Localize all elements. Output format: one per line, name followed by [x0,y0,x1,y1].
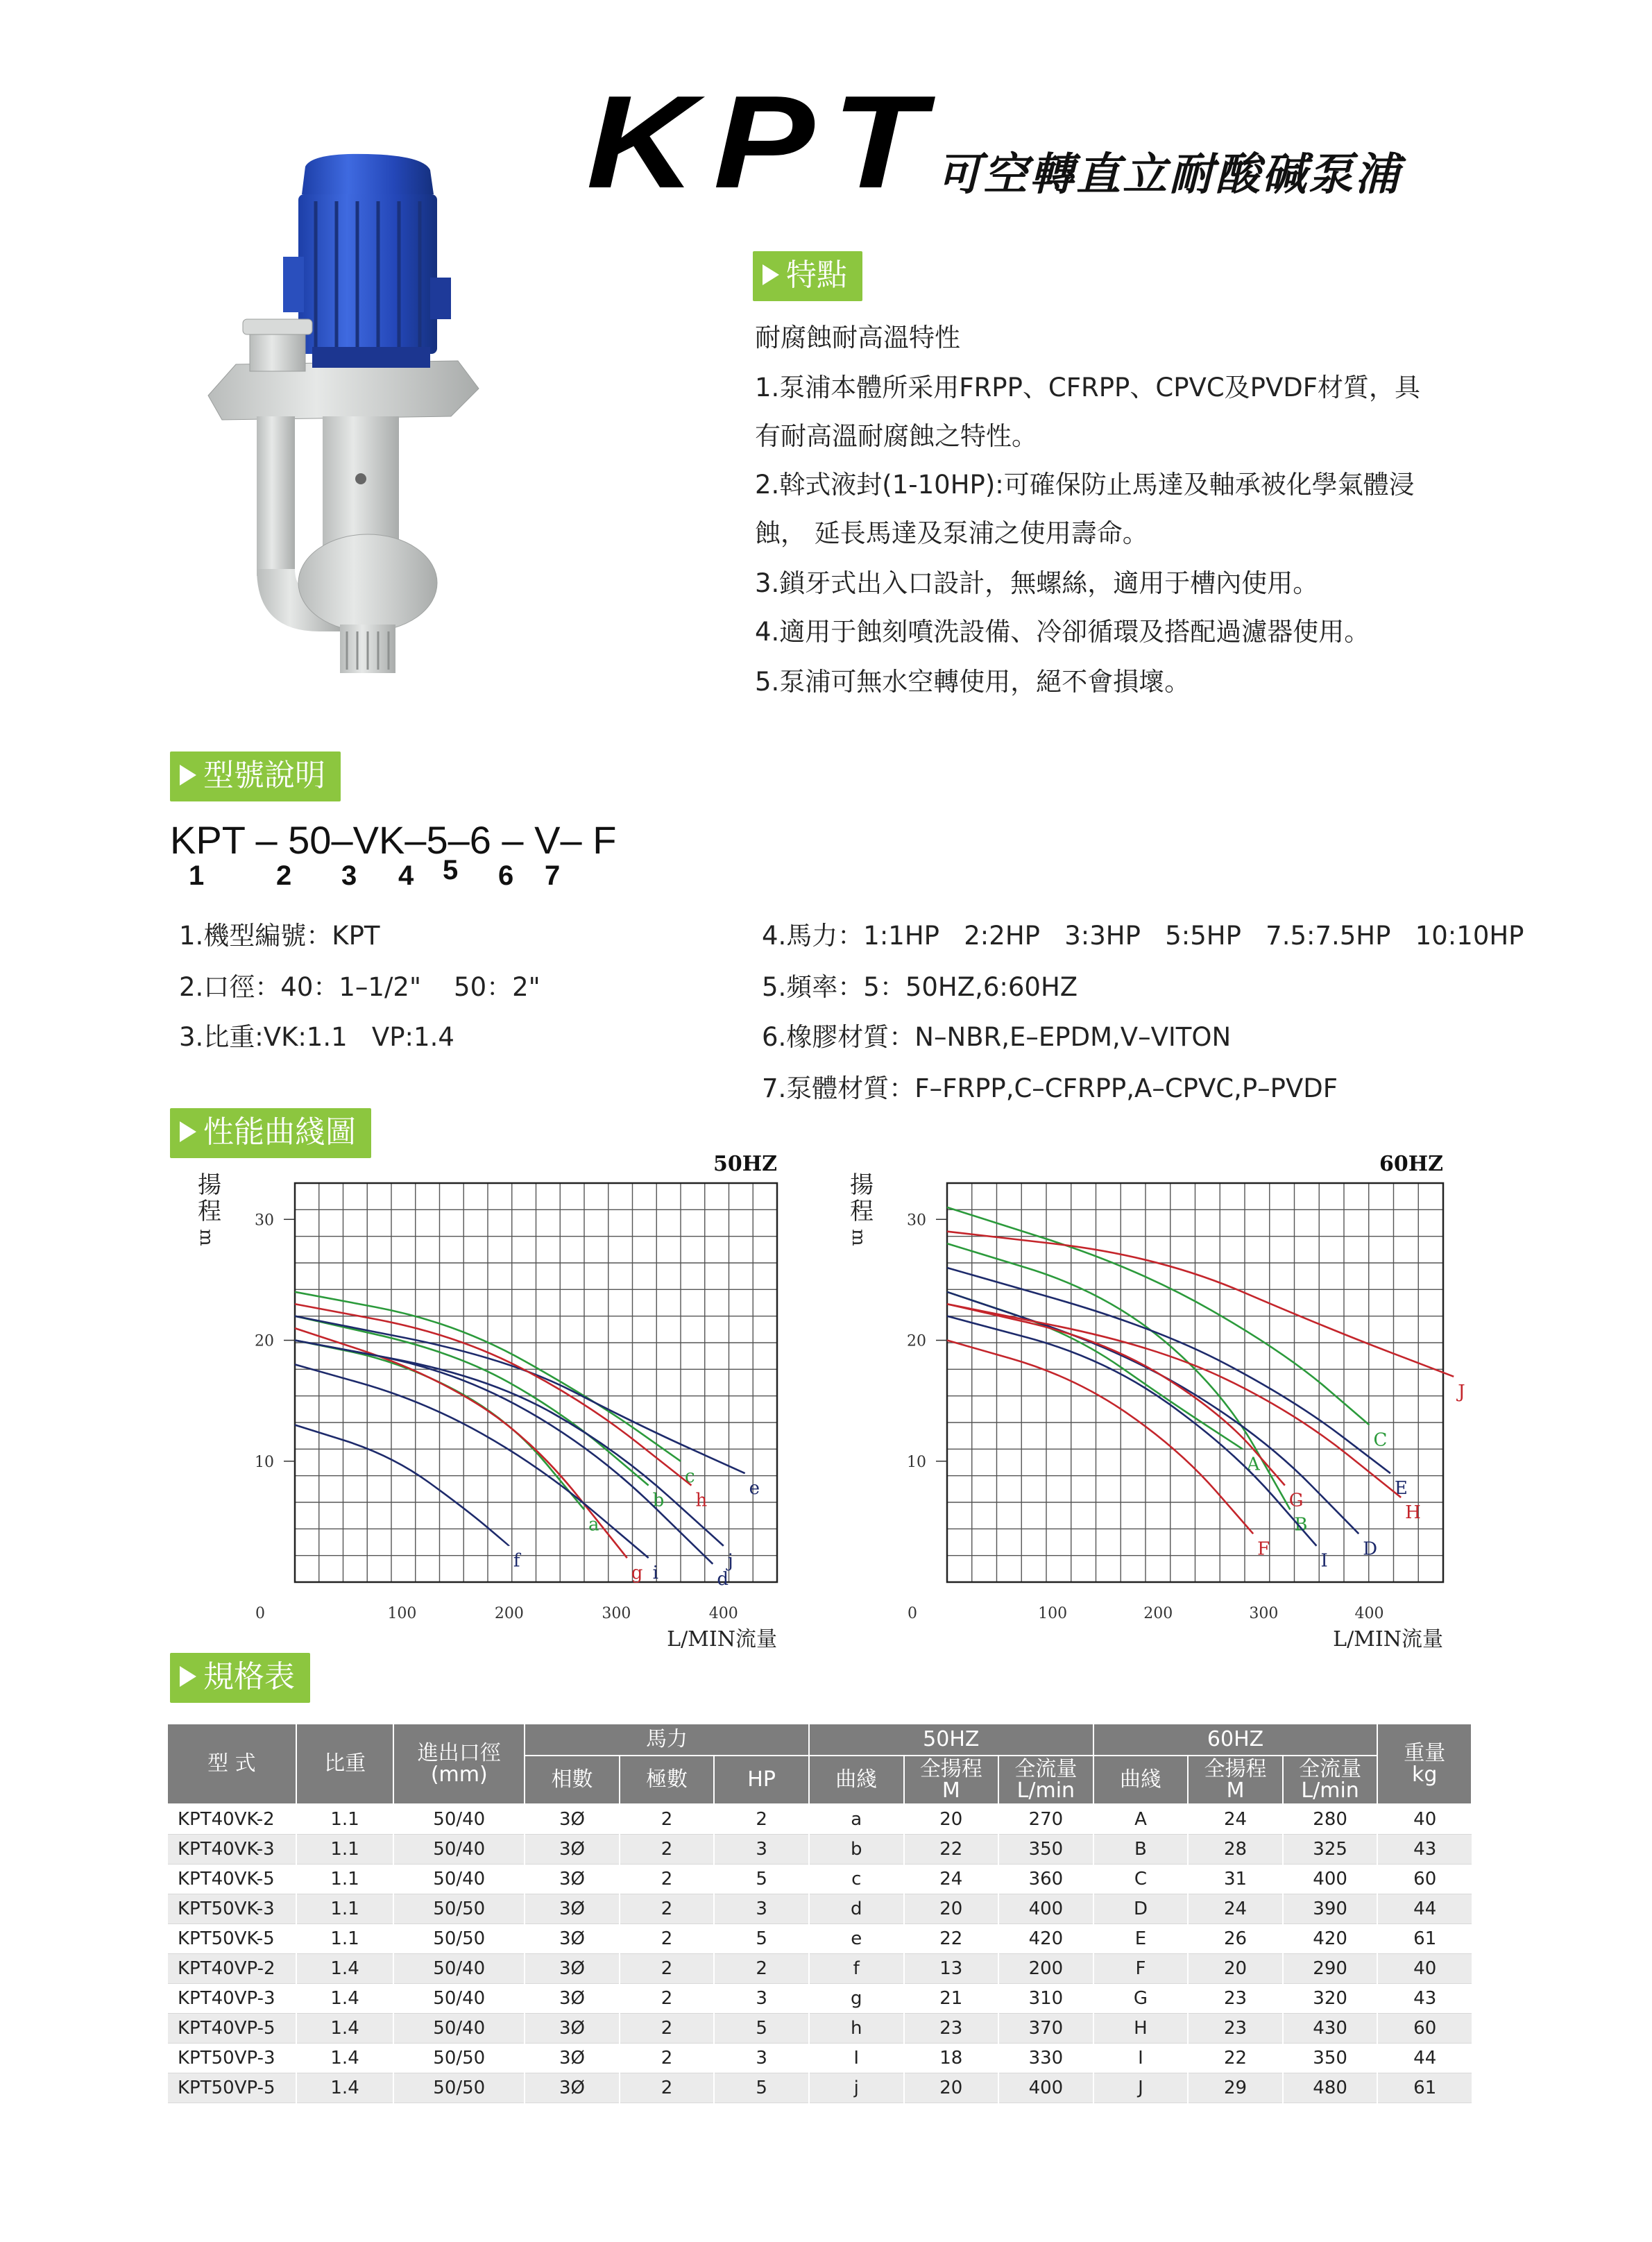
table-cell: 23 [1188,2014,1283,2044]
y-tick-label: 20 [907,1332,926,1350]
table-cell: 28 [1188,1835,1283,1865]
table-cell: 3Ø [525,2073,620,2103]
curve-label: h [695,1490,708,1511]
y-axis-label: 揚 [198,1171,221,1199]
table-cell: KPT50VK-3 [167,1894,296,1924]
feature-line: 蝕， 延長馬達及泵浦之使用壽命。 [755,518,1148,548]
table-cell: E [1093,1924,1189,1954]
table-cell: 3Ø [525,1894,620,1924]
table-cell: 2 [714,1954,809,1984]
model-code-index: 5 [443,855,459,885]
model-code-index: 3 [341,860,357,891]
table-row [167,2044,1472,2073]
x-axis-label: L/MIN流量 [667,1627,777,1651]
table-cell: 43 [1377,1835,1472,1865]
chart-60hz [846,1152,1471,1665]
table-cell: 3Ø [525,1865,620,1894]
table-cell: 44 [1377,1894,1472,1924]
model-spec: 3.比重:VK:1.1 VP:1.4 [179,1022,454,1052]
y-tick-label: 10 [907,1453,926,1471]
curve-e [295,1316,745,1474]
table-cell: e [809,1924,904,1954]
x-tick-label: 300 [1249,1605,1279,1622]
table-cell: 20 [1188,1954,1283,1984]
table-row [167,1804,1472,1835]
table-row [167,1835,1472,1865]
feature-line: 5.泵浦可無水空轉使用，絕不會損壞。 [755,667,1191,697]
x-axis-label: L/MIN流量 [1333,1627,1443,1651]
table-cell: 3Ø [525,1924,620,1954]
feature-line: 2.斡式液封(1-10HP):可確保防止馬達及軸承被化學氣體浸 [755,470,1415,500]
curve-label: b [652,1490,665,1511]
table-cell: 24 [1188,1804,1283,1835]
table-cell: h [809,2014,904,2044]
curve-E [947,1268,1390,1473]
table-cell: KPT50VP-5 [167,2073,296,2103]
table-cell: 50/40 [393,1865,525,1894]
table-cell: 50/40 [393,2014,525,2044]
th-hp: HP [714,1756,809,1804]
table-cell: 2 [620,1924,715,1954]
features-tag-label: 特點 [786,257,847,293]
chart-title: 50HZ [713,1152,777,1176]
table-cell: I [809,2044,904,2073]
table-row [167,1894,1472,1924]
table-cell: KPT40VP-2 [167,1954,296,1984]
table-cell: 3 [714,1835,809,1865]
table-cell: 50/40 [393,1984,525,2014]
x-tick-label: 400 [708,1605,738,1622]
table-cell: 60 [1377,2014,1472,2044]
table-cell: 2 [620,2014,715,2044]
th-head-unit: M [1226,1778,1245,1803]
th-port-unit: (mm) [430,1763,488,1787]
th-sg: 比重 [296,1724,394,1804]
y-tick-label: 20 [255,1332,274,1350]
table-cell: 325 [1283,1835,1378,1865]
curve-label: J [1458,1381,1465,1402]
model-tag-label: 型號說明 [203,758,325,793]
table-cell: 360 [998,1865,1093,1894]
curve-label: g [631,1563,643,1584]
table-cell: 43 [1377,1984,1472,2014]
x-tick-label: 200 [494,1605,524,1622]
table-cell: 290 [1283,1954,1378,1984]
table-cell: 22 [904,1924,999,1954]
curve-label: E [1394,1478,1408,1500]
th-curve-50: 曲綫 [809,1756,904,1804]
table-cell: F [1093,1954,1189,1984]
table-cell: 370 [998,2014,1093,2044]
y-axis-label: 程 [198,1198,221,1225]
th-50hz: 50HZ [809,1724,1093,1756]
chart-title: 60HZ [1379,1152,1443,1176]
pump-illustration [201,153,493,708]
table-cell: KPT50VP-3 [167,2044,296,2073]
table-cell: 50/40 [393,1804,525,1835]
curve-label: G [1288,1490,1304,1511]
table-cell: 1.1 [296,1865,394,1894]
model-spec: 1.機型編號：KPT [179,921,380,951]
y-tick-label: 30 [907,1212,926,1230]
table-cell: 420 [1283,1924,1378,1954]
table-cell: I [1093,2044,1189,2073]
curve-label: e [749,1478,760,1500]
model-code-index: 4 [398,860,414,891]
features-tag [753,251,862,301]
table-cell: J [1093,2073,1189,2103]
table-cell: b [809,1835,904,1865]
table-cell: 3Ø [525,1984,620,2014]
curve-h [295,1304,691,1485]
table-cell: d [809,1894,904,1924]
play-icon [763,264,779,285]
table-cell: 2 [714,1804,809,1835]
table-cell: 20 [904,2073,999,2103]
table-cell: 2 [620,1835,715,1865]
curve-label: A [1246,1454,1260,1475]
table-cell: 2 [620,1984,715,2014]
table-row [167,1954,1472,1984]
table-cell: 20 [904,1804,999,1835]
table-cell: 3Ø [525,2044,620,2073]
curve-label: F [1257,1538,1270,1560]
th-port [393,1724,525,1804]
table-cell: 400 [998,2073,1093,2103]
table-cell: 31 [1188,1865,1283,1894]
table-cell: 20 [904,1894,999,1924]
table-cell: KPT40VP-5 [167,2014,296,2044]
th-flow-60 [1283,1756,1378,1804]
curve-I [947,1316,1316,1546]
curve-G [947,1304,1285,1485]
table-row [167,1984,1472,2014]
table-cell: G [1093,1984,1189,2014]
chart-50hz [194,1152,791,1665]
performance-tag [170,1108,371,1158]
model-spec: 6.橡膠材質：N–NBR,E–EPDM,V–VITON [762,1022,1232,1052]
table-cell: 420 [998,1924,1093,1954]
table-row [167,1924,1472,1954]
feature-line: 4.適用于蝕刻噴洗設備、冷卻循環及搭配過濾器使用。 [755,617,1370,647]
table-cell: 1.1 [296,1894,394,1924]
table-cell: 3Ø [525,1835,620,1865]
table-cell: 320 [1283,1984,1378,2014]
table-cell: 50/50 [393,2073,525,2103]
th-weight-label: 重量 [1404,1740,1446,1765]
table-cell: 21 [904,1984,999,2014]
curve-j [295,1341,724,1546]
feature-line: 3.鎖牙式出入口設計，無螺絲，適用于槽內使用。 [755,568,1319,598]
table-cell: 2 [620,1894,715,1924]
table-cell: 1.1 [296,1804,394,1835]
spec-table-tag-label: 規格表 [203,1659,295,1695]
feature-line: 有耐高溫耐腐蝕之特性。 [755,421,1037,451]
table-cell: 5 [714,2073,809,2103]
table-cell: 400 [1283,1865,1378,1894]
table-cell: 350 [998,1835,1093,1865]
model-code-index: 1 [189,860,205,891]
table-cell: KPT40VK-3 [167,1835,296,1865]
curve-label: i [652,1563,658,1584]
model-code-index: 7 [545,860,561,891]
table-cell: 480 [1283,2073,1378,2103]
table-cell: 1.4 [296,2073,394,2103]
th-curve-60: 曲綫 [1093,1756,1189,1804]
th-power: 馬力 [525,1724,809,1756]
play-icon [180,1666,196,1687]
table-cell: g [809,1984,904,2014]
product-subtitle: 可空轉直立耐酸碱泵浦 [937,149,1402,201]
model-spec: 5.頻率：5：50HZ,6:60HZ [762,972,1078,1002]
th-head-50 [904,1756,999,1804]
table-cell: 2 [620,1865,715,1894]
table-cell: 280 [1283,1804,1378,1835]
table-cell: 5 [714,2014,809,2044]
x-tick-label: 300 [602,1605,631,1622]
th-flow-50 [998,1756,1093,1804]
table-cell: 13 [904,1954,999,1984]
model-spec: 4.馬力：1:1HP 2:2HP 3:3HP 5:5HP 7.5:7.5HP 10:10HP [762,921,1524,951]
table-cell: 400 [998,1894,1093,1924]
table-cell: 330 [998,2044,1093,2073]
brand-title: KPT [586,69,942,216]
y-tick-label: 10 [255,1453,274,1471]
table-row [167,2014,1472,2044]
th-phase: 相數 [525,1756,620,1804]
table-cell: 3Ø [525,2014,620,2044]
curve-label: j [727,1550,733,1572]
table-cell: 50/40 [393,1954,525,1984]
table-cell: 2 [620,2044,715,2073]
model-tag [170,751,341,801]
table-cell: 270 [998,1804,1093,1835]
curve-label: C [1373,1429,1388,1451]
th-head-label: 全揚程 [1204,1756,1267,1781]
table-cell: 1.4 [296,1954,394,1984]
table-cell: 1.4 [296,1984,394,2014]
table-cell: B [1093,1835,1189,1865]
model-spec: 7.泵體材質：F–FRPP,C–CFRPP,A–CPVC,P–PVDF [762,1073,1338,1103]
table-cell: c [809,1865,904,1894]
spec-table [167,1723,1472,2103]
curve-H [947,1304,1401,1497]
table-cell: 50/50 [393,1894,525,1924]
spec-table-tag [170,1653,310,1703]
table-cell: H [1093,2014,1189,2044]
table-cell: 2 [620,1954,715,1984]
x-tick-label: 100 [1038,1605,1068,1622]
table-cell: 22 [904,1835,999,1865]
table-cell: 3Ø [525,1804,620,1835]
curve-label: c [685,1466,695,1487]
performance-tag-label: 性能曲綫圖 [203,1114,356,1150]
table-cell: 350 [1283,2044,1378,2073]
y-axis-unit: m [196,1229,216,1246]
table-cell: 40 [1377,1804,1472,1835]
table-cell: j [809,2073,904,2103]
table-cell: 22 [1188,2044,1283,2073]
y-axis-unit: m [848,1229,869,1246]
table-cell: 61 [1377,1924,1472,1954]
y-axis-label: 揚 [850,1171,874,1199]
table-cell: 390 [1283,1894,1378,1924]
model-code-index: 6 [498,860,514,891]
x-tick-label: 200 [1143,1605,1173,1622]
th-model: 型 式 [167,1724,296,1804]
model-code: KPT – 50–VK–5–6 – V– F [170,818,617,862]
model-spec: 2.口徑：40：1–1/2" 50：2" [179,972,540,1002]
table-row [167,1865,1472,1894]
th-weight [1377,1724,1472,1804]
table-cell: 430 [1283,2014,1378,2044]
table-cell: 40 [1377,1954,1472,1984]
table-cell: 3 [714,2044,809,2073]
table-cell: 2 [620,2073,715,2103]
curve-label: H [1405,1502,1421,1524]
table-cell: KPT40VK-5 [167,1865,296,1894]
curve-label: I [1320,1550,1328,1572]
table-cell: D [1093,1894,1189,1924]
table-cell: 61 [1377,2073,1472,2103]
y-tick-label: 30 [255,1212,274,1230]
th-flow-unit: L/min [1301,1778,1359,1803]
table-cell: 1.1 [296,1835,394,1865]
play-icon [180,1121,196,1142]
curve-label: a [588,1514,599,1536]
table-cell: 24 [1188,1894,1283,1924]
table-cell: 50/40 [393,1835,525,1865]
x-tick-label: 400 [1354,1605,1384,1622]
th-head-label: 全揚程 [919,1756,982,1781]
feature-line: 耐腐蝕耐高溫特性 [755,323,960,353]
table-cell: KPT50VK-5 [167,1924,296,1954]
th-60hz: 60HZ [1093,1724,1378,1756]
table-cell: 3 [714,1984,809,2014]
table-cell: 50/50 [393,1924,525,1954]
table-cell: 18 [904,2044,999,2073]
table-cell: A [1093,1804,1189,1835]
th-poles: 極數 [620,1756,715,1804]
feature-line: 1.泵浦本體所采用FRPP、CFRPP、CPVC及PVDF材質，具 [755,373,1421,402]
table-cell: 1.4 [296,2044,394,2073]
table-row [167,2073,1472,2103]
table-cell: 44 [1377,2044,1472,2073]
table-cell: 2 [620,1804,715,1835]
table-cell: 1.4 [296,2014,394,2044]
th-weight-unit: kg [1411,1763,1438,1787]
th-flow-unit: L/min [1016,1778,1075,1803]
table-cell: KPT40VP-3 [167,1984,296,2014]
table-cell: 200 [998,1954,1093,1984]
th-head-unit: M [942,1778,960,1803]
th-head-60 [1188,1756,1283,1804]
th-flow-label: 全流量 [1299,1756,1362,1781]
table-cell: 23 [904,2014,999,2044]
curve-f [295,1425,509,1545]
curve-B [947,1243,1290,1509]
table-cell: 5 [714,1865,809,1894]
model-code-index: 2 [276,860,292,891]
table-cell: 3Ø [525,1954,620,1984]
table-cell: 5 [714,1924,809,1954]
table-cell: 29 [1188,2073,1283,2103]
curve-label: d [717,1568,729,1590]
table-cell: C [1093,1865,1189,1894]
th-port-label: 進出口徑 [417,1740,501,1765]
table-cell: 50/50 [393,2044,525,2073]
table-cell: 60 [1377,1865,1472,1894]
table-cell: 23 [1188,1984,1283,2014]
curve-label: f [513,1550,520,1572]
table-cell: f [809,1954,904,1984]
table-cell: 3 [714,1894,809,1924]
play-icon [180,765,196,785]
table-cell: 1.1 [296,1924,394,1954]
table-cell: 24 [904,1865,999,1894]
curve-label: D [1363,1538,1378,1560]
th-flow-label: 全流量 [1014,1756,1078,1781]
x-tick-label: 100 [387,1605,417,1622]
table-cell: KPT40VK-2 [167,1804,296,1835]
table-cell: a [809,1804,904,1835]
x-tick-label: 0 [255,1605,265,1622]
y-axis-label: 程 [850,1198,874,1225]
table-cell: 26 [1188,1924,1283,1954]
curve-label: B [1294,1514,1308,1536]
table-cell: 310 [998,1984,1093,2014]
x-tick-label: 0 [908,1605,917,1622]
